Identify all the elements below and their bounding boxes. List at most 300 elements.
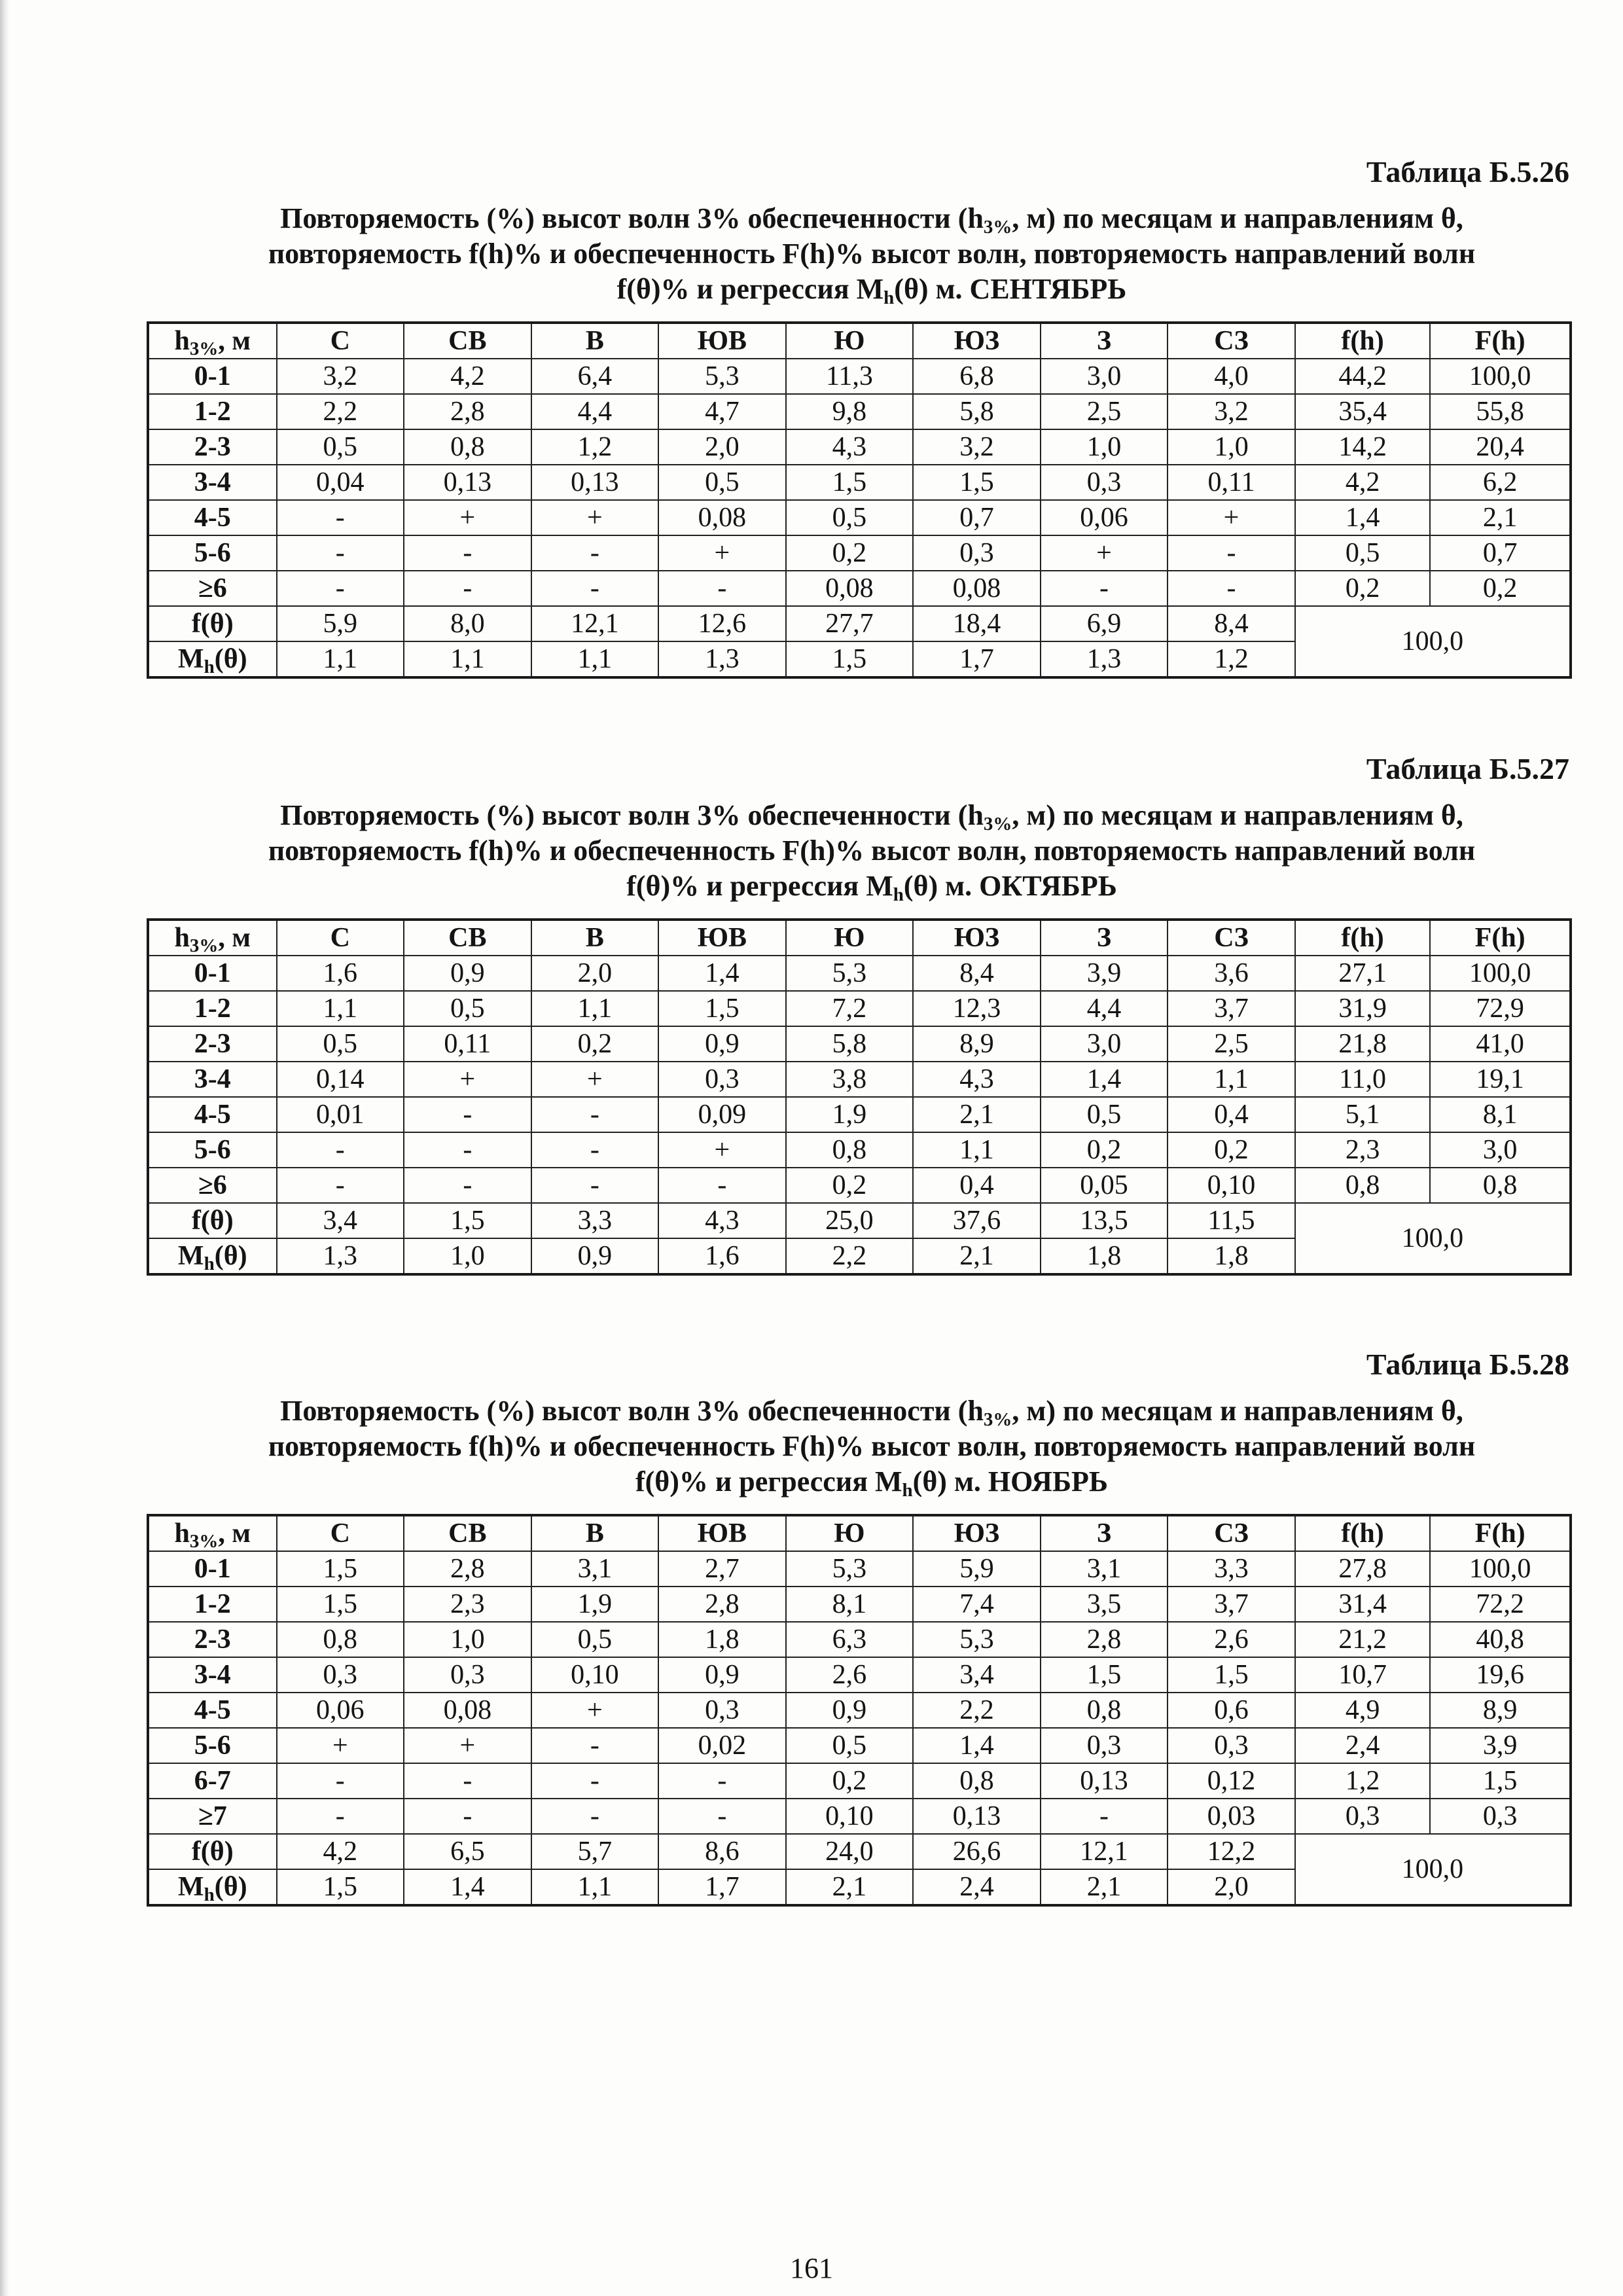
table-cell: 2,0	[1168, 1869, 1295, 1905]
table-cell: 1,8	[1168, 1238, 1295, 1274]
column-header: СВ	[404, 1515, 531, 1551]
label-subscript: h	[883, 287, 895, 308]
table-cell: -	[404, 1097, 531, 1132]
table-cell: 1,1	[277, 991, 404, 1026]
table-row	[148, 1728, 1571, 1763]
table-cell: 18,4	[913, 606, 1041, 641]
table-row	[148, 1168, 1571, 1203]
column-header: СВ	[404, 920, 531, 956]
f-theta-row	[148, 1834, 1571, 1869]
table-cell: 1,3	[1041, 641, 1168, 677]
table-row	[148, 956, 1571, 991]
table-cell: 0,01	[277, 1097, 404, 1132]
table-row	[148, 359, 1571, 394]
table-cell: +	[658, 535, 786, 571]
table-cell: 1,7	[658, 1869, 786, 1905]
table-cell: 0,11	[404, 1026, 531, 1062]
table-cell: 2,1	[1430, 500, 1571, 535]
table-cell: +	[404, 1728, 531, 1763]
table-cell: 1,1	[277, 641, 404, 677]
table-cell: 0,2	[786, 535, 914, 571]
table-cell: 0,13	[1041, 1763, 1168, 1799]
header-row	[148, 920, 1571, 956]
table-cell: 3,7	[1168, 1587, 1295, 1622]
table-cell: 2,8	[404, 394, 531, 429]
table-cell: 1,4	[404, 1869, 531, 1905]
row-label	[148, 1869, 277, 1905]
table-cell: 4,7	[658, 394, 786, 429]
table-cell: 72,9	[1430, 991, 1571, 1026]
column-header: В	[531, 1515, 659, 1551]
table-cell: 0,3	[404, 1657, 531, 1693]
table-cell: 1,3	[658, 641, 786, 677]
label-subscript: h	[893, 884, 904, 905]
table-cell: 4,4	[1041, 991, 1168, 1026]
table-cell: 8,1	[786, 1587, 914, 1622]
table-cell: 0,7	[1430, 535, 1571, 571]
total-cell: 100,0	[1295, 606, 1571, 677]
table-cell: 2,5	[1041, 394, 1168, 429]
table-cell: -	[404, 535, 531, 571]
row-label: 5-6	[148, 1728, 277, 1763]
table-cell: 1,5	[658, 991, 786, 1026]
table-cell: 0,08	[913, 571, 1041, 606]
table-cell: 1,4	[913, 1728, 1041, 1763]
column-header-height	[148, 1515, 277, 1551]
table-cell: 0,3	[1168, 1728, 1295, 1763]
table-cell: 2,1	[1041, 1869, 1168, 1905]
label-subscript: h	[204, 1253, 215, 1274]
table-cell: 2,2	[277, 394, 404, 429]
column-header: СВ	[404, 323, 531, 359]
table-cell: 0,10	[786, 1799, 914, 1834]
table-cell: 72,2	[1430, 1587, 1571, 1622]
table-cell: 0,2	[1430, 571, 1571, 606]
label-subscript: h	[902, 1480, 913, 1501]
table-cell: 5,8	[786, 1026, 914, 1062]
table-row	[148, 1622, 1571, 1657]
table-cell: 3,1	[1041, 1551, 1168, 1587]
table-cell: 0,03	[1168, 1799, 1295, 1834]
table-cell: 1,4	[1041, 1062, 1168, 1097]
table-cell: 0,9	[658, 1657, 786, 1693]
table-cell: +	[1168, 500, 1295, 535]
column-header: С	[277, 323, 404, 359]
table-cell: 1,1	[531, 991, 659, 1026]
table-cell: 1,0	[1168, 429, 1295, 465]
table-cell: 12,1	[531, 606, 659, 641]
table-cell: 1,3	[277, 1238, 404, 1274]
table-cell: 1,6	[658, 1238, 786, 1274]
table-cell: 0,8	[404, 429, 531, 465]
table-row	[148, 1763, 1571, 1799]
table-cell: 1,1	[531, 1869, 659, 1905]
table-cell: 0,4	[913, 1168, 1041, 1203]
table-block	[147, 751, 1573, 1276]
table-cell: 11,5	[1168, 1203, 1295, 1238]
table-cell: 0,04	[277, 465, 404, 500]
column-header: ЮЗ	[913, 920, 1041, 956]
column-header: СЗ	[1168, 1515, 1295, 1551]
table-cell: 100,0	[1430, 1551, 1571, 1587]
table-cell: 1,1	[1168, 1062, 1295, 1097]
table-cell: 0,2	[1041, 1132, 1168, 1168]
label-main: h	[174, 1518, 190, 1549]
column-header: ЮВ	[658, 920, 786, 956]
table-caption	[147, 798, 1573, 904]
table-cell: -	[1168, 535, 1295, 571]
data-table	[147, 1514, 1572, 1907]
label-main: h	[174, 326, 190, 356]
column-header: Ю	[786, 920, 914, 956]
table-cell: 1,5	[277, 1587, 404, 1622]
table-cell: 0,2	[786, 1168, 914, 1203]
table-row	[148, 1799, 1571, 1834]
label-subscript: h	[204, 656, 215, 677]
caption-line	[170, 869, 1573, 904]
table-cell: 1,0	[404, 1238, 531, 1274]
table-cell: 4,3	[913, 1062, 1041, 1097]
row-label: 6-7	[148, 1763, 277, 1799]
table-cell: 3,4	[913, 1657, 1041, 1693]
table-cell: -	[531, 1132, 659, 1168]
table-cell: 2,6	[1168, 1622, 1295, 1657]
table-cell: 3,8	[786, 1062, 914, 1097]
table-cell: 0,3	[658, 1693, 786, 1728]
row-label: 0-1	[148, 359, 277, 394]
caption-line: повторяемость f(h)% и обеспеченность F(h)% высот волн, повторяемость направлений волн	[268, 834, 1476, 867]
table-cell: 0,5	[786, 500, 914, 535]
label-main: Повторяемость (%) высот волн 3% обеспеченности (h	[280, 202, 984, 234]
table-row	[148, 465, 1571, 500]
table-cell: 3,2	[913, 429, 1041, 465]
table-cell: 4,3	[658, 1203, 786, 1238]
header-row	[148, 323, 1571, 359]
table-cell: -	[531, 1097, 659, 1132]
table-cell: 0,08	[786, 571, 914, 606]
table-cell: 0,8	[277, 1622, 404, 1657]
caption-line: повторяемость f(h)% и обеспеченность F(h)% высот волн, повторяемость направлений волн	[268, 238, 1476, 270]
row-label: 4-5	[148, 500, 277, 535]
table-block	[147, 154, 1573, 679]
table-cell: 1,5	[786, 465, 914, 500]
row-label: 1-2	[148, 1587, 277, 1622]
table-cell: 0,3	[1295, 1799, 1431, 1834]
table-cell: -	[658, 1799, 786, 1834]
table-cell: 0,9	[658, 1026, 786, 1062]
row-label: 0-1	[148, 1551, 277, 1587]
table-row	[148, 1097, 1571, 1132]
table-cell: 0,8	[1295, 1168, 1431, 1203]
table-cell: 12,2	[1168, 1834, 1295, 1869]
table-cell: 5,3	[786, 1551, 914, 1587]
table-cell: 6,3	[786, 1622, 914, 1657]
row-label	[148, 1238, 277, 1274]
caption-line	[170, 272, 1573, 307]
table-cell: 5,9	[913, 1551, 1041, 1587]
table-cell: 4,4	[531, 394, 659, 429]
table-cell: -	[277, 1168, 404, 1203]
table-cell: 4,9	[1295, 1693, 1431, 1728]
label-main: f(θ)% и регрессия M	[626, 870, 893, 902]
table-caption	[147, 201, 1573, 307]
table-cell: 5,8	[913, 394, 1041, 429]
row-label: 3-4	[148, 1062, 277, 1097]
table-cell: 27,1	[1295, 956, 1431, 991]
table-cell: 3,3	[1168, 1551, 1295, 1587]
table-cell: 0,13	[913, 1799, 1041, 1834]
table-cell: 1,2	[531, 429, 659, 465]
table-row	[148, 1551, 1571, 1587]
label-main: Повторяемость (%) высот волн 3% обеспеченности (h	[280, 1395, 984, 1427]
table-cell: 35,4	[1295, 394, 1431, 429]
label-tail: , м) по месяцам и направлениям θ,	[1012, 202, 1463, 234]
table-block	[147, 1347, 1573, 1907]
table-row	[148, 429, 1571, 465]
row-label: f(θ)	[148, 606, 277, 641]
table-cell: 8,4	[913, 956, 1041, 991]
label-tail: (θ) м. ОКТЯБРЬ	[903, 870, 1117, 902]
table-cell: 25,0	[786, 1203, 914, 1238]
table-cell: 0,5	[1295, 535, 1431, 571]
row-label: 3-4	[148, 465, 277, 500]
table-cell: 0,8	[1041, 1693, 1168, 1728]
label-subscript: 3%	[983, 1409, 1012, 1430]
table-cell: 1,5	[786, 641, 914, 677]
table-row	[148, 394, 1571, 429]
table-cell: 2,3	[1295, 1132, 1431, 1168]
column-header: F(h)	[1430, 323, 1571, 359]
table-cell: -	[277, 1763, 404, 1799]
table-cell: 3,0	[1041, 359, 1168, 394]
column-header: СЗ	[1168, 323, 1295, 359]
column-header: ЮЗ	[913, 1515, 1041, 1551]
table-cell: 8,0	[404, 606, 531, 641]
table-cell: 9,8	[786, 394, 914, 429]
table-cell: 1,1	[404, 641, 531, 677]
column-header: З	[1041, 323, 1168, 359]
caption-line	[170, 201, 1573, 236]
table-cell: 12,3	[913, 991, 1041, 1026]
table-row	[148, 1587, 1571, 1622]
table-cell: 100,0	[1430, 359, 1571, 394]
table-cell: 0,10	[531, 1657, 659, 1693]
table-cell: 0,3	[658, 1062, 786, 1097]
table-cell: -	[277, 1132, 404, 1168]
table-row	[148, 535, 1571, 571]
table-cell: 3,0	[1041, 1026, 1168, 1062]
label-tail: , м) по месяцам и направлениям θ,	[1012, 1395, 1463, 1427]
table-cell: -	[404, 1132, 531, 1168]
table-cell: 0,5	[531, 1622, 659, 1657]
table-cell: 1,5	[277, 1869, 404, 1905]
table-cell: +	[531, 1062, 659, 1097]
table-cell: 8,6	[658, 1834, 786, 1869]
table-cell: 19,6	[1430, 1657, 1571, 1693]
table-cell: 8,1	[1430, 1097, 1571, 1132]
table-cell: 0,8	[1430, 1168, 1571, 1203]
column-header: СЗ	[1168, 920, 1295, 956]
label-tail: , м	[218, 1518, 251, 1549]
table-cell: 2,1	[913, 1238, 1041, 1274]
table-cell: 5,3	[786, 956, 914, 991]
table-cell: +	[404, 1062, 531, 1097]
row-label: 0-1	[148, 956, 277, 991]
table-cell: 12,6	[658, 606, 786, 641]
label-main: M	[177, 1241, 204, 1271]
table-cell: 0,6	[1168, 1693, 1295, 1728]
table-cell: -	[531, 1799, 659, 1834]
table-cell: 21,8	[1295, 1026, 1431, 1062]
table-cell: 5,3	[913, 1622, 1041, 1657]
table-cell: 4,2	[277, 1834, 404, 1869]
table-row	[148, 500, 1571, 535]
table-cell: 27,8	[1295, 1551, 1431, 1587]
table-cell: 0,5	[277, 1026, 404, 1062]
row-label: 2-3	[148, 429, 277, 465]
table-cell: 0,3	[1430, 1799, 1571, 1834]
row-label: 1-2	[148, 394, 277, 429]
table-cell: +	[404, 500, 531, 535]
table-cell: +	[1041, 535, 1168, 571]
table-cell: 10,7	[1295, 1657, 1431, 1693]
table-cell: 0,02	[658, 1728, 786, 1763]
label-tail: , м	[218, 326, 251, 356]
table-cell: 0,9	[786, 1693, 914, 1728]
table-cell: -	[277, 500, 404, 535]
table-cell: 1,1	[913, 1132, 1041, 1168]
table-cell: 0,9	[531, 1238, 659, 1274]
table-cell: 20,4	[1430, 429, 1571, 465]
column-header-height	[148, 323, 277, 359]
table-cell: 3,9	[1041, 956, 1168, 991]
label-tail: (θ)	[214, 1872, 247, 1902]
caption-line	[170, 1393, 1573, 1429]
table-caption	[147, 1393, 1573, 1499]
table-cell: -	[404, 1763, 531, 1799]
table-cell: -	[277, 571, 404, 606]
label-tail: (θ)	[214, 644, 247, 674]
table-cell: 8,9	[913, 1026, 1041, 1062]
table-cell: 3,4	[277, 1203, 404, 1238]
table-cell: -	[531, 1763, 659, 1799]
table-cell: 0,5	[658, 465, 786, 500]
table-cell: -	[658, 571, 786, 606]
table-cell: 31,9	[1295, 991, 1431, 1026]
table-cell: 31,4	[1295, 1587, 1431, 1622]
table-cell: 0,3	[1041, 465, 1168, 500]
table-cell: 37,6	[913, 1203, 1041, 1238]
caption-line	[170, 798, 1573, 833]
table-row	[148, 991, 1571, 1026]
row-label: 5-6	[148, 535, 277, 571]
table-cell: 1,7	[913, 641, 1041, 677]
label-tail: , м) по месяцам и направлениям θ,	[1012, 799, 1463, 831]
table-cell: 3,2	[1168, 394, 1295, 429]
column-header: Ю	[786, 1515, 914, 1551]
table-cell: -	[404, 1799, 531, 1834]
table-cell: 2,2	[786, 1238, 914, 1274]
table-row	[148, 1026, 1571, 1062]
table-cell: 0,13	[404, 465, 531, 500]
table-cell: 40,8	[1430, 1622, 1571, 1657]
table-cell: 11,3	[786, 359, 914, 394]
table-cell: 21,2	[1295, 1622, 1431, 1657]
table-cell: 0,5	[277, 429, 404, 465]
table-cell: 0,2	[786, 1763, 914, 1799]
row-label: 4-5	[148, 1097, 277, 1132]
label-tail: (θ) м. НОЯБРЬ	[912, 1465, 1109, 1498]
table-cell: 1,9	[786, 1097, 914, 1132]
table-cell: 1,9	[531, 1587, 659, 1622]
table-cell: 5,9	[277, 606, 404, 641]
table-cell: 12,1	[1041, 1834, 1168, 1869]
row-label: ≥6	[148, 571, 277, 606]
table-cell: 3,9	[1430, 1728, 1571, 1763]
table-cell: 0,5	[1041, 1097, 1168, 1132]
label-subscript: 3%	[983, 217, 1012, 238]
label-main: f(θ)% и регрессия M	[616, 273, 884, 305]
table-cell: 4,2	[404, 359, 531, 394]
table-cell: 0,3	[1041, 1728, 1168, 1763]
label-tail: , м	[218, 923, 251, 953]
table-cell: -	[1041, 1799, 1168, 1834]
row-label: 1-2	[148, 991, 277, 1026]
table-cell: -	[658, 1168, 786, 1203]
column-header: ЮЗ	[913, 323, 1041, 359]
table-cell: 5,3	[658, 359, 786, 394]
table-cell: 8,4	[1168, 606, 1295, 641]
label-subscript: 3%	[983, 814, 1012, 834]
table-cell: -	[658, 1763, 786, 1799]
table-cell: +	[277, 1728, 404, 1763]
table-cell: 14,2	[1295, 429, 1431, 465]
table-cell: 0,9	[404, 956, 531, 991]
table-cell: 0,08	[658, 500, 786, 535]
table-cell: 3,3	[531, 1203, 659, 1238]
table-cell: 1,5	[1041, 1657, 1168, 1693]
table-cell: 3,2	[277, 359, 404, 394]
table-cell: 3,7	[1168, 991, 1295, 1026]
table-cell: 6,9	[1041, 606, 1168, 641]
table-cell: 4,0	[1168, 359, 1295, 394]
table-cell: 4,2	[1295, 465, 1431, 500]
table-cell: 1,8	[658, 1622, 786, 1657]
table-cell: 6,8	[913, 359, 1041, 394]
table-row	[148, 1657, 1571, 1693]
table-cell: 3,5	[1041, 1587, 1168, 1622]
column-header: F(h)	[1430, 920, 1571, 956]
table-cell: 2,5	[1168, 1026, 1295, 1062]
table-cell: 1,2	[1295, 1763, 1431, 1799]
table-cell: 0,2	[531, 1026, 659, 1062]
table-cell: 13,5	[1041, 1203, 1168, 1238]
column-header: З	[1041, 920, 1168, 956]
table-cell: 1,0	[1041, 429, 1168, 465]
table-cell: -	[404, 1168, 531, 1203]
table-cell: 0,4	[1168, 1097, 1295, 1132]
table-cell: 1,5	[277, 1551, 404, 1587]
label-subscript: 3%	[189, 338, 219, 359]
label-main: M	[177, 644, 204, 674]
table-cell: 0,3	[277, 1657, 404, 1693]
table-cell: 0,2	[1168, 1132, 1295, 1168]
table-cell: 2,0	[531, 956, 659, 991]
label-subscript: 3%	[189, 1531, 219, 1551]
table-cell: 2,4	[913, 1869, 1041, 1905]
table-cell: 1,4	[1295, 500, 1431, 535]
table-cell: 5,7	[531, 1834, 659, 1869]
